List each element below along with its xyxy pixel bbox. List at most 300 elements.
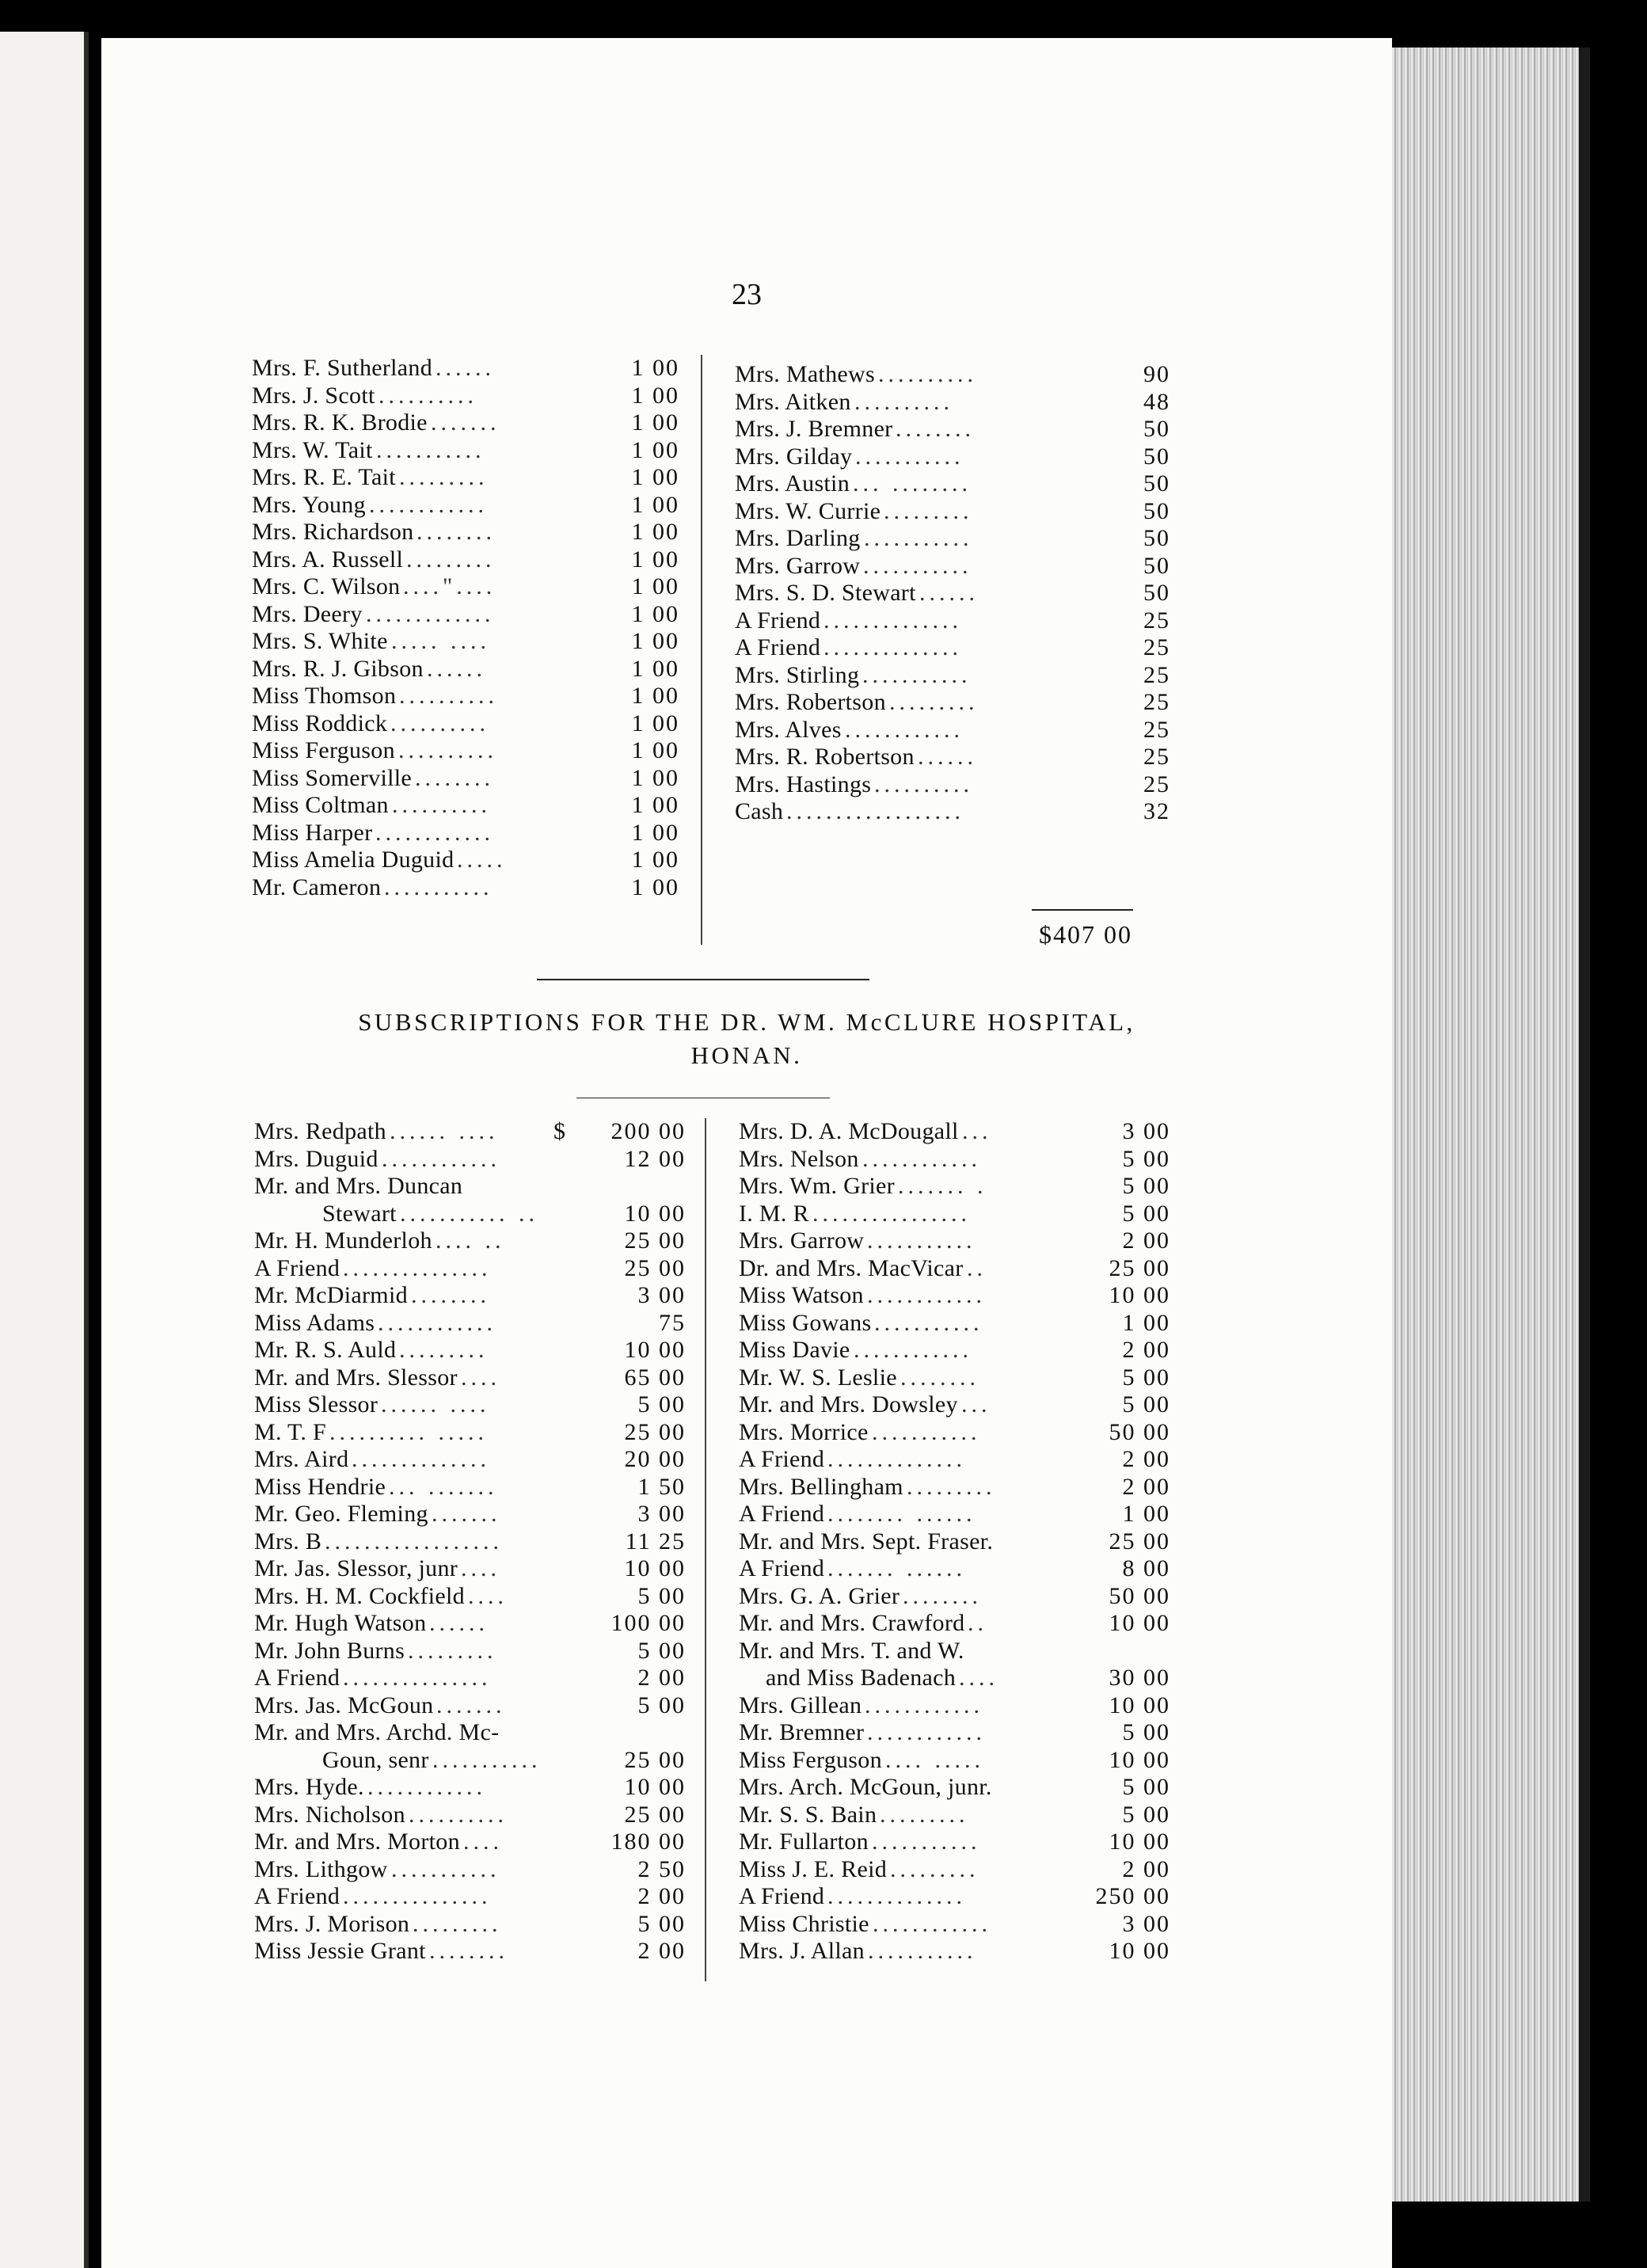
section1-left-column bbox=[252, 355, 766, 901]
subscription-row bbox=[254, 1638, 769, 1665]
subscription-row bbox=[735, 525, 1289, 553]
subscriber-name: Mrs. Bellingham bbox=[739, 1473, 903, 1500]
dot-leader: ......... bbox=[399, 464, 489, 490]
dot-leader: ...... bbox=[919, 580, 979, 606]
dot-leader: ........ bbox=[417, 519, 496, 545]
column-rule bbox=[701, 355, 702, 945]
subscription-row bbox=[739, 1173, 1293, 1201]
subscriber-name: Mrs. W. Currie bbox=[735, 497, 881, 524]
subscriber-name: Mr. Bremner bbox=[739, 1719, 865, 1745]
amount: 25 bbox=[1143, 607, 1170, 634]
amount: 10 00 bbox=[624, 1337, 686, 1363]
subscription-row bbox=[739, 1227, 1293, 1255]
subscriber-name: Mr. and Mrs. T. and W. bbox=[739, 1637, 964, 1664]
amount: 2 00 bbox=[1122, 1227, 1170, 1254]
amount: 2 00 bbox=[1122, 1446, 1170, 1472]
subscription-row bbox=[739, 1692, 1293, 1720]
dot-leader: .................. bbox=[325, 1528, 503, 1554]
amount: 5 00 bbox=[1122, 1719, 1170, 1745]
subscriber-name: Mrs. R. Robertson bbox=[735, 744, 915, 770]
subscription-row bbox=[254, 1501, 769, 1528]
subscriber-name: A Friend bbox=[739, 1501, 825, 1527]
subscription-row bbox=[252, 492, 766, 519]
dot-leader: .... bbox=[461, 1364, 500, 1391]
subscription-row bbox=[254, 1802, 769, 1829]
amount: 25 00 bbox=[1109, 1528, 1170, 1554]
amount: 2 50 bbox=[637, 1855, 686, 1882]
dot-leader: ......... bbox=[406, 546, 496, 573]
subscriber-name: Mrs. G. A. Grier bbox=[739, 1582, 900, 1609]
dot-leader: ....".... bbox=[403, 573, 496, 599]
amount: 1 00 bbox=[631, 764, 679, 791]
subscriber-name: Mr. Hugh Watson bbox=[254, 1610, 427, 1636]
subscription-row bbox=[735, 607, 1289, 635]
dot-leader: .............. bbox=[824, 634, 962, 660]
subscription-row bbox=[739, 1802, 1293, 1829]
amount: 90 bbox=[1143, 361, 1170, 387]
dot-leader: .... ..... bbox=[885, 1746, 984, 1773]
subscription-row bbox=[254, 1173, 769, 1201]
dot-leader: ................ bbox=[812, 1200, 971, 1227]
dot-leader: ............ bbox=[378, 1309, 496, 1336]
dot-leader: ........ bbox=[896, 416, 975, 442]
total-rule bbox=[1032, 909, 1133, 911]
subscriber-name: Mrs. F. Sutherland bbox=[252, 355, 432, 381]
amount: 25 00 bbox=[624, 1418, 686, 1445]
dot-leader: .... bbox=[468, 1582, 508, 1609]
amount: 1 00 bbox=[631, 683, 679, 709]
subscriber-name: A Friend bbox=[254, 1254, 340, 1281]
subscription-row bbox=[739, 1555, 1293, 1583]
subscription-row bbox=[735, 443, 1289, 471]
dot-leader: .... .. bbox=[436, 1227, 505, 1254]
dot-leader: ...... .... bbox=[381, 1391, 490, 1418]
subscriber-name: Miss Slessor bbox=[254, 1391, 378, 1418]
dot-leader: ...... bbox=[918, 744, 977, 770]
dot-leader: ............ bbox=[865, 1691, 983, 1718]
dot-leader: ............ bbox=[854, 1337, 972, 1363]
amount: 1 00 bbox=[631, 628, 679, 654]
dot-leader: ............... bbox=[343, 1254, 492, 1281]
amount: 5 00 bbox=[1122, 1145, 1170, 1172]
subscriber-name: Mrs. Mathews bbox=[735, 361, 875, 387]
dot-leader: .............. bbox=[827, 1883, 966, 1909]
amount: 1 00 bbox=[631, 409, 679, 436]
column-rule-2 bbox=[705, 1118, 706, 1981]
dot-leader: .......... bbox=[409, 1801, 508, 1828]
subscriber-name: Mrs. S. D. Stewart bbox=[735, 580, 916, 606]
amount: 100 00 bbox=[610, 1610, 686, 1636]
subscriber-name: Mr. Jas. Slessor, junr bbox=[254, 1555, 458, 1581]
dot-leader: .......... ..... bbox=[329, 1418, 488, 1445]
subscription-row bbox=[739, 1610, 1293, 1638]
subscriber-name: Mrs. Lithgow bbox=[254, 1855, 388, 1882]
dot-leader: ........ bbox=[429, 1938, 508, 1964]
amount: 1 00 bbox=[631, 436, 679, 463]
amount: 10 00 bbox=[624, 1200, 686, 1227]
subscriber-name: Mrs. Jas. McGoun bbox=[254, 1691, 434, 1718]
subscriber-name: Mrs. Alves bbox=[735, 716, 842, 743]
subscriber-name: Miss Hendrie bbox=[254, 1473, 386, 1500]
amount: 5 00 bbox=[1122, 1391, 1170, 1418]
subscriber-name: Miss Jessie Grant bbox=[254, 1938, 426, 1964]
subscriber-name: Mrs. Robertson bbox=[735, 689, 886, 715]
subscription-row bbox=[252, 382, 766, 410]
amount: 50 bbox=[1143, 470, 1170, 497]
subscription-row bbox=[254, 1364, 769, 1392]
subscriber-name: Mrs. Nelson bbox=[739, 1145, 859, 1172]
dot-leader: ........... bbox=[376, 436, 485, 463]
subscription-row bbox=[254, 1255, 769, 1283]
page-number: 23 bbox=[732, 278, 762, 311]
dot-leader: ............... bbox=[343, 1665, 492, 1691]
dot-leader: .......... bbox=[854, 388, 953, 415]
dollar-sign: $ bbox=[553, 1118, 565, 1144]
amount: 25 bbox=[1143, 744, 1170, 770]
subscription-row bbox=[739, 1201, 1293, 1228]
subscriber-name: Miss Davie bbox=[739, 1337, 850, 1363]
subscriber-name: Mr. and Mrs. Duncan bbox=[254, 1173, 463, 1199]
dot-leader: ......... bbox=[399, 1337, 489, 1363]
subscription-row bbox=[739, 1828, 1293, 1856]
amount: 3 00 bbox=[1122, 1910, 1170, 1937]
subscription-row bbox=[739, 1583, 1293, 1611]
dot-leader: ...... bbox=[427, 655, 486, 682]
dot-leader: ....... . bbox=[898, 1173, 987, 1199]
subscription-row bbox=[254, 1583, 769, 1611]
amount: 2 00 bbox=[1122, 1473, 1170, 1500]
section2-right-column bbox=[739, 1118, 1293, 1965]
subscription-row bbox=[252, 409, 766, 437]
subscriber-name: Mrs. C. Wilson bbox=[252, 573, 401, 599]
amount: 50 bbox=[1143, 416, 1170, 442]
subscription-row bbox=[252, 355, 766, 382]
subscriber-name: A Friend bbox=[739, 1446, 825, 1472]
dot-leader: ........... bbox=[855, 443, 964, 470]
dot-leader: ........... bbox=[391, 1855, 500, 1882]
amount: 1 00 bbox=[631, 382, 679, 409]
subscription-row bbox=[739, 1665, 1293, 1692]
subscriber-name: Mr. and Mrs. Crawford bbox=[739, 1610, 965, 1636]
amount: 25 00 bbox=[624, 1254, 686, 1281]
dot-leader: .... bbox=[461, 1555, 500, 1581]
subscription-row bbox=[739, 1391, 1293, 1419]
subscription-row bbox=[252, 573, 766, 601]
dot-leader: ........ bbox=[903, 1582, 982, 1609]
subscription-row bbox=[735, 634, 1289, 662]
subscriber-name: Mrs. Hyde. bbox=[254, 1774, 364, 1800]
subscription-row bbox=[739, 1774, 1293, 1802]
subscription-row bbox=[735, 689, 1289, 717]
amount: 25 00 bbox=[624, 1801, 686, 1828]
amount: 65 00 bbox=[624, 1364, 686, 1391]
subscriber-name: Miss J. E. Reid bbox=[739, 1855, 888, 1882]
subscriber-name: Mr. McDiarmid bbox=[254, 1282, 408, 1308]
subscription-row bbox=[739, 1282, 1293, 1310]
amount: 2 00 bbox=[637, 1883, 686, 1909]
amount: 1 00 bbox=[631, 546, 679, 573]
subscriber-name: Mrs. H. M. Cockfield bbox=[254, 1582, 465, 1609]
subscriber-name: Miss Harper bbox=[252, 819, 373, 846]
subscriber-name: Mr. John Burns bbox=[254, 1637, 405, 1664]
subscriber-name: Mrs. R. K. Brodie bbox=[252, 409, 428, 436]
subscriber-name: Miss Watson bbox=[739, 1282, 864, 1308]
dot-leader: ....... ...... bbox=[827, 1555, 966, 1581]
subscriber-name: Mrs. Wm. Grier bbox=[739, 1173, 895, 1199]
subscription-row bbox=[252, 546, 766, 574]
amount: 25 00 bbox=[624, 1746, 686, 1773]
subscriber-name: Miss Somerville bbox=[252, 764, 413, 791]
dot-leader: ......... bbox=[408, 1637, 497, 1664]
dot-leader: ............ bbox=[873, 1910, 991, 1937]
subscription-row bbox=[739, 1911, 1293, 1939]
amount: 25 bbox=[1143, 771, 1170, 797]
subscription-row bbox=[254, 1719, 769, 1747]
subscription-row bbox=[254, 1911, 769, 1939]
subscription-row bbox=[252, 683, 766, 710]
subscriber-name: Mr. and Mrs. Dowsley bbox=[739, 1391, 958, 1418]
dot-leader: ........... bbox=[868, 1938, 977, 1964]
subscriber-name: Miss Coltman bbox=[252, 792, 389, 818]
previous-page-edge bbox=[0, 32, 89, 2268]
dot-leader: ............ bbox=[862, 1145, 981, 1172]
amount: 10 00 bbox=[1109, 1746, 1170, 1773]
dot-leader: ........... bbox=[862, 661, 972, 688]
amount: 1 00 bbox=[631, 710, 679, 736]
subscription-row bbox=[252, 765, 766, 793]
book-page-edges bbox=[1392, 48, 1590, 2201]
subscription-row bbox=[735, 662, 1289, 690]
subscriber-name: Miss Amelia Duguid bbox=[252, 847, 455, 873]
dot-leader: .............. bbox=[352, 1446, 490, 1472]
amount: 2 00 bbox=[1122, 1855, 1170, 1882]
subscriber-name: Mr. S. S. Bain bbox=[739, 1801, 877, 1828]
amount: 50 00 bbox=[1109, 1582, 1170, 1609]
dot-leader: ............... bbox=[343, 1883, 492, 1909]
amount: 3 00 bbox=[637, 1501, 686, 1527]
amount: 1 00 bbox=[631, 847, 679, 873]
subscription-row bbox=[735, 416, 1289, 443]
subscriber-name: Mrs. Deery bbox=[252, 600, 363, 627]
subscriber-name: Dr. and Mrs. MacVicar bbox=[739, 1254, 964, 1281]
amount: 1 00 bbox=[631, 873, 679, 900]
subscriber-name: Mrs. W. Tait bbox=[252, 436, 373, 463]
subscriber-name: Mr. and Mrs. Morton bbox=[254, 1828, 460, 1855]
dot-leader: ...... bbox=[429, 1610, 489, 1636]
dot-leader: ........ bbox=[415, 764, 494, 791]
subscriber-name: Mrs. Gillean bbox=[739, 1691, 862, 1718]
amount: 180 00 bbox=[610, 1828, 686, 1855]
subscription-row bbox=[252, 601, 766, 629]
subscriber-name: Mr. and Mrs. Slessor bbox=[254, 1364, 458, 1391]
subscriber-name: Mr. and Mrs. Sept. Fraser. bbox=[739, 1528, 994, 1554]
subscriber-name: Mrs. D. A. McDougall bbox=[739, 1118, 959, 1144]
dot-leader: ... bbox=[962, 1118, 992, 1144]
section1-total: $407 00 bbox=[1039, 920, 1132, 949]
dot-leader: ....... bbox=[431, 409, 500, 436]
subscription-row bbox=[252, 847, 766, 874]
amount: 11 25 bbox=[625, 1528, 686, 1554]
amount: 50 bbox=[1143, 552, 1170, 579]
amount: 5 00 bbox=[637, 1637, 686, 1664]
subscriber-name: Miss Thomson bbox=[252, 683, 397, 709]
subscriber-name: Mrs. Austin bbox=[735, 470, 850, 497]
amount: 5 00 bbox=[637, 1910, 686, 1937]
amount: 50 bbox=[1143, 443, 1170, 470]
amount: 5 00 bbox=[1122, 1774, 1170, 1800]
dot-leader: ..... .... bbox=[391, 628, 490, 654]
subscription-row bbox=[252, 628, 766, 656]
subscription-row bbox=[254, 1747, 769, 1775]
section1-right-column bbox=[735, 361, 1289, 826]
amount: 3 00 bbox=[1122, 1118, 1170, 1144]
subscriber-name: Mr. Geo. Fleming bbox=[254, 1501, 428, 1527]
dot-leader: ....... bbox=[432, 1501, 501, 1527]
dot-leader: .... bbox=[959, 1665, 998, 1691]
subscription-row bbox=[254, 1282, 769, 1310]
subscription-row bbox=[252, 710, 766, 738]
amount: 25 bbox=[1143, 716, 1170, 743]
subscription-row bbox=[254, 1446, 769, 1474]
amount: 5 00 bbox=[637, 1691, 686, 1718]
subscriber-name: Mrs. Garrow bbox=[739, 1227, 865, 1254]
subscriber-name: Miss Ferguson bbox=[252, 737, 395, 763]
subscription-row bbox=[739, 1474, 1293, 1501]
dot-leader: ........ bbox=[411, 1282, 490, 1308]
subscriber-name: Mrs. Duguid bbox=[254, 1145, 378, 1172]
subscription-row bbox=[254, 1528, 769, 1556]
subscriber-name: Miss Christie bbox=[739, 1910, 869, 1937]
subscriber-name: Stewart bbox=[322, 1200, 397, 1227]
subscriber-name: M. T. F bbox=[254, 1418, 327, 1445]
subscription-row bbox=[735, 771, 1289, 799]
amount: 5 00 bbox=[1122, 1801, 1170, 1828]
dot-leader: .... bbox=[463, 1828, 503, 1855]
subscription-row bbox=[254, 1146, 769, 1174]
amount: 5 00 bbox=[1122, 1200, 1170, 1227]
subscriber-name: Mrs. Aitken bbox=[735, 388, 851, 415]
amount: 250 00 bbox=[1095, 1883, 1170, 1909]
amount: 1 00 bbox=[1122, 1309, 1170, 1336]
subscriber-name: Mrs. A. Russell bbox=[252, 546, 404, 573]
subscription-row bbox=[739, 1337, 1293, 1364]
subscriber-name: Mrs. Darling bbox=[735, 525, 861, 551]
amount: 5 00 bbox=[637, 1582, 686, 1609]
amount: 12 00 bbox=[624, 1145, 686, 1172]
amount: 10 00 bbox=[624, 1774, 686, 1800]
dot-leader: ......... bbox=[413, 1910, 502, 1937]
dot-leader: ...... bbox=[436, 355, 495, 381]
subscription-row bbox=[252, 464, 766, 492]
subscriber-name: Mrs. R. E. Tait bbox=[252, 464, 396, 490]
amount: 1 00 bbox=[631, 819, 679, 846]
amount: 20 00 bbox=[624, 1446, 686, 1472]
subscriber-name: Miss Gowans bbox=[739, 1309, 872, 1336]
subscriber-name: Mrs. Garrow bbox=[735, 552, 861, 579]
subscription-row bbox=[252, 874, 766, 902]
subscription-row bbox=[254, 1665, 769, 1692]
amount: 5 00 bbox=[1122, 1364, 1170, 1391]
subscription-row bbox=[252, 437, 766, 465]
subscription-row bbox=[739, 1446, 1293, 1474]
subscriber-name: Mr. R. S. Auld bbox=[254, 1337, 397, 1363]
subscription-row bbox=[735, 361, 1289, 389]
subscriber-name: Mrs. Aird bbox=[254, 1446, 349, 1472]
subscriber-name: and Miss Badenach bbox=[766, 1665, 957, 1691]
subscriber-name: Mrs. Redpath bbox=[254, 1118, 386, 1144]
amount: 32 bbox=[1143, 798, 1170, 824]
subscription-row bbox=[739, 1938, 1293, 1965]
amount: 25 00 bbox=[624, 1227, 686, 1254]
dot-leader: ............ bbox=[382, 1145, 500, 1172]
amount: 10 00 bbox=[624, 1555, 686, 1581]
dot-leader: ............ bbox=[369, 491, 488, 518]
subscriber-name: Mrs. Hastings bbox=[735, 771, 872, 797]
subscription-row bbox=[254, 1828, 769, 1856]
dot-leader: ........... bbox=[864, 525, 973, 551]
dot-leader: ... ....... bbox=[389, 1473, 498, 1500]
dot-leader: ......... bbox=[889, 689, 979, 715]
subscription-row bbox=[739, 1638, 1293, 1665]
subscription-row bbox=[252, 820, 766, 847]
dot-leader: ............ bbox=[845, 716, 964, 743]
subscriber-name: Miss Adams bbox=[254, 1309, 375, 1336]
dot-leader: ............ bbox=[867, 1282, 986, 1308]
subscriber-name: A Friend bbox=[735, 634, 821, 660]
subscriber-name: A Friend bbox=[739, 1555, 825, 1581]
amount: 25 bbox=[1143, 661, 1170, 688]
dot-leader: .......... bbox=[390, 710, 489, 736]
dot-leader: .. bbox=[968, 1610, 987, 1636]
subscriber-name: Mr. Cameron bbox=[252, 873, 382, 900]
amount: 1 00 bbox=[631, 464, 679, 490]
dot-leader: ............ bbox=[375, 819, 494, 846]
subscription-row bbox=[254, 1310, 769, 1338]
subscription-row bbox=[735, 717, 1289, 744]
dot-leader: ........... bbox=[872, 1828, 981, 1855]
subscriber-name: I. M. R bbox=[739, 1200, 809, 1227]
subscription-row bbox=[739, 1255, 1293, 1283]
dot-leader: ......... bbox=[880, 1801, 969, 1828]
subscription-row bbox=[254, 1118, 769, 1146]
dot-leader: ... ........ bbox=[853, 470, 972, 497]
dot-leader: .............. bbox=[824, 607, 962, 634]
subscriber-name: Mrs. Young bbox=[252, 491, 366, 518]
amount: 1 00 bbox=[1122, 1501, 1170, 1527]
subscriber-name: Mrs. Arch. McGoun, junr. bbox=[739, 1774, 992, 1800]
subscriber-name: Mrs. Morrice bbox=[739, 1418, 869, 1445]
dot-leader: ........... bbox=[432, 1746, 542, 1773]
subscription-row bbox=[252, 519, 766, 546]
subscriber-name: Mrs. J. Morison bbox=[254, 1910, 410, 1937]
subscription-row bbox=[254, 1337, 769, 1364]
subscription-row bbox=[254, 1774, 769, 1802]
subscription-row bbox=[739, 1146, 1293, 1174]
amount: 3 00 bbox=[637, 1282, 686, 1308]
subscription-row bbox=[735, 498, 1289, 526]
subscription-row bbox=[252, 656, 766, 683]
subscription-row bbox=[739, 1501, 1293, 1528]
amount: 2 00 bbox=[637, 1938, 686, 1964]
subscriber-name: Mrs. Richardson bbox=[252, 519, 414, 545]
amount: 1 50 bbox=[637, 1473, 686, 1500]
subscription-row bbox=[739, 1747, 1293, 1775]
subscriber-name: Mrs. J. Bremner bbox=[735, 416, 893, 442]
amount: 50 bbox=[1143, 497, 1170, 524]
amount: 5 00 bbox=[1122, 1173, 1170, 1199]
subscription-row bbox=[254, 1391, 769, 1419]
subscriber-name: A Friend bbox=[254, 1883, 340, 1909]
